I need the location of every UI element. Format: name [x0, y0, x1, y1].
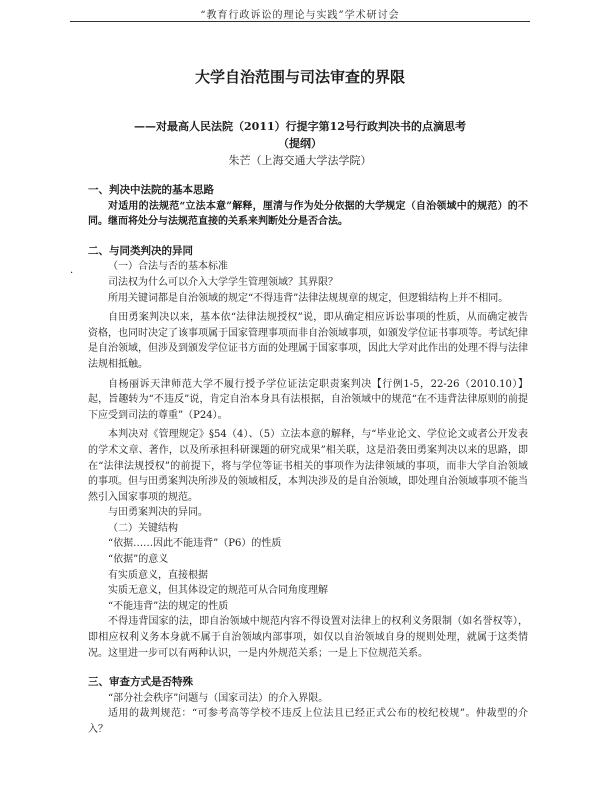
margin-dot: · [70, 268, 74, 279]
author-line: 朱芒（上海交通大学法学院） [228, 154, 372, 167]
section-1-paragraph: 对适用的法规范“立法本意”解释，厘清与作为处分依据的大学规定（自治领域中的规范）的不同。继而将处分与法规范直接的关系来判断处分是否合法。 [88, 200, 528, 228]
section-2-sub-2: （二）关键结构 [108, 522, 178, 534]
section-2-line-5: “不能违背”法的规定的性质 [108, 600, 229, 612]
section-3-paragraph-1: 适用的裁判规范：“可参考高等学校不违反上位法且已经正式公布的校纪校规”。仲裁型的介入？ [88, 708, 528, 735]
section-2-line-2: “依据”的意义 [108, 554, 169, 566]
section-2-paragraph-1: 所用关键词都是自治领域的规定“不得违背”法律法规规章的规定，但逻辑结构上并不相同。 [108, 292, 509, 304]
section-2-line-1: “依据……因此不能违背”（P6）的性质 [108, 538, 282, 550]
section-2-paragraph-5: 与田勇案判决的异同。 [108, 507, 208, 519]
document-body [88, 183, 528, 738]
section-2-question: 司法权为什么可以介入大学学生管理领域？其界限？ [108, 276, 338, 288]
section-2-paragraph-4: 本判决对《管理规定》§54（4）、（5）立法本意的解释，与“毕业论文、学位论文或者公开发表的学术文章、著作，以及所承担科研课题的研究成果”相关联，这是沿袭田勇案判决以来的思路，即在“法律法规授权”的前提下，将与学位等证书相关的事项作为法律领域的事项，而非大学自治领域的事项。但与田勇案判决所涉及的领域相反，本判决涉及的是自治领域，即处理自治领域事项不能当然引入国家事项的规范。 [88, 429, 528, 503]
section-2-sub-1: （一）合法与否的基本标准 [108, 261, 228, 273]
section-2-line-4: 实质无意义，但其体设定的规范可从合同角度理解 [108, 585, 328, 597]
document-subtitle [0, 118, 600, 152]
section-1-heading: 一、判决中法院的基本思路 [88, 184, 214, 196]
document-title: 大学自治范围与司法审查的界限 [194, 68, 405, 86]
running-header: “教育行政诉讼的理论与实践”学术研讨会 [200, 10, 400, 21]
header-divider [70, 21, 530, 22]
section-2-paragraph-2: 自田勇案判决以来，基本依“法律法规授权”说，即从确定相应诉讼事项的性质，从而确定被告资格，也同时决定了该事项属于国家管理事项而非自治领域事项，如颁发学位证书事项等。考试纪律是自治领域，但涉及到颁发学位证书方面的处理属于国家事项，因此大学对此作出的处理不得与法律法规相抵触。 [88, 312, 528, 370]
subtitle-note: （提纲） [278, 137, 322, 150]
section-3-line-1: “部分社会秩序”问题与（国家司法）的介入界限。 [108, 692, 329, 704]
section-2-paragraph-6: 不得违背国家的法，即自治领域中规范内容不得设置对法律上的权利义务限制（如名誉权等），即相应权利义务本身就不属于自治领域内部事项，如仅以自治领域自身的规则处理，就属于这类情况。这里进一步可以有两种认识，一是内外规范关系；一是上下位规范关系。 [88, 616, 528, 659]
section-3-heading: 三、审查方式是否特殊 [88, 676, 193, 689]
section-2-heading: 二、与同类判决的异同 [88, 244, 193, 257]
section-2-paragraph-3: 自杨丽诉天津师范大学不履行授予学位证法定职责案判决【行例1-5，22-26（2010.10）】起，旨趣转为“不违反”说，肯定自治本身具有法根据，自治领域中的规范“在不违背法律原则的前提下应受到司法的尊重”（P24）。 [88, 378, 528, 421]
section-2-line-3: 有实质意义，直接根据 [108, 569, 208, 581]
subtitle-text: ——对最高人民法院（2011）行提字第12号行政判决书的点滴思考 [134, 120, 466, 133]
